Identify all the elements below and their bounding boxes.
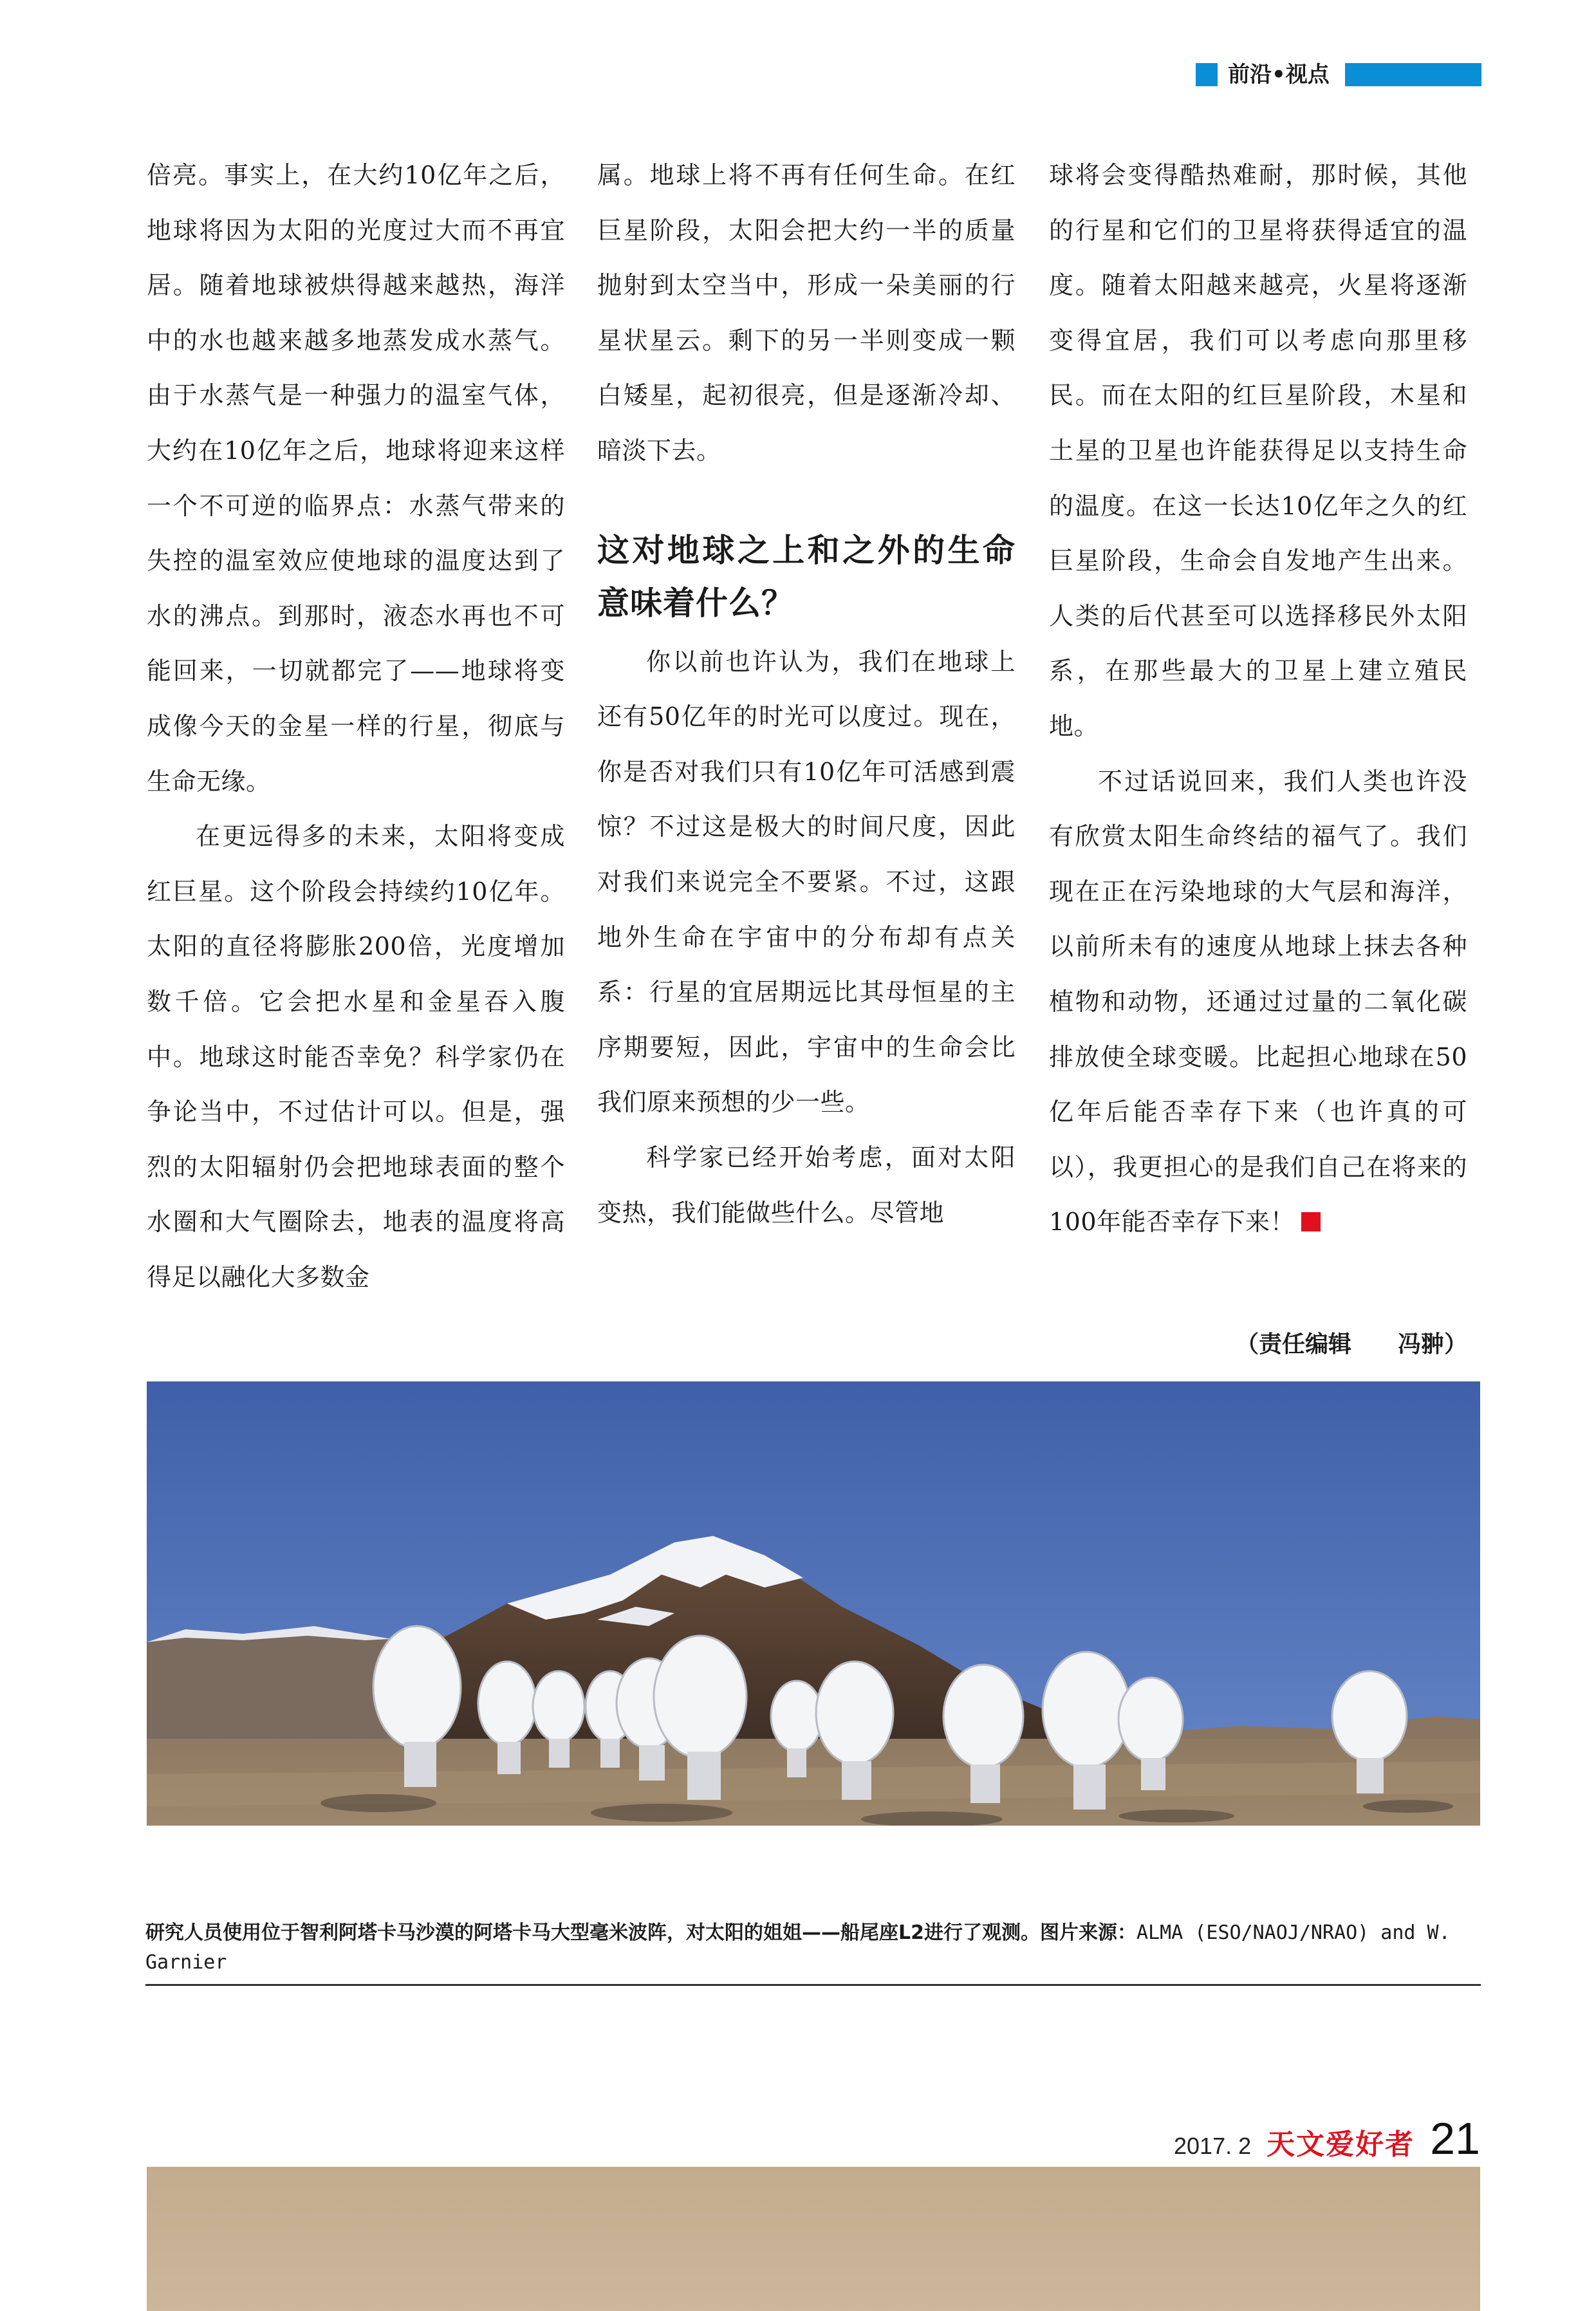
header-bar xyxy=(1345,63,1481,86)
magazine-name: 天文爱好者 xyxy=(1267,2128,1415,2161)
issue-date: 2017. 2 xyxy=(1174,2133,1252,2159)
paragraph xyxy=(1049,754,1467,1250)
paragraph: 你以前也许认为，我们在地球上还有50亿年的时光可以度过。现在，你是否对我们只有10亿年可活感到震惊？不过这是极大的时间尺度，因此对我们来说完全不要紧。不过，这跟地外生命在宇宙中的分布却有点关系：行星的宜居期远比其母恒星的主序期要短，因此，宇宙中的生命会比我们原来预想的少一些。 xyxy=(597,647,1016,1117)
page-number: 21 xyxy=(1430,2113,1480,2164)
text-column-2 xyxy=(597,148,1016,1240)
section-heading: 这对地球之上和之外的生命意味着什么？ xyxy=(597,531,1016,622)
end-mark-icon xyxy=(1301,1212,1321,1231)
section-marker xyxy=(1196,63,1218,86)
paragraph: 在更远得多的未来，太阳将变成红巨星。这个阶段会持续约10亿年。太阳的直径将膨胀200倍，光度增加数千倍。它会把水星和金星吞入腹中。地球这时能否幸免？科学家仍在争论当中，不过估计可以。但是，强烈的太阳辐射仍会把地球表面的整个水圈和大气圈除去，地表的温度将高得足以融化大多数金 xyxy=(147,822,565,1291)
photo-caption xyxy=(145,1918,1481,1978)
section-label: 前沿•视点 xyxy=(1228,62,1330,88)
paragraph: 倍亮。事实上，在大约10亿年之后，地球将因为太阳的光度过大而不再宜居。随着地球被烘得越来越热，海洋中的水也越来越多地蒸发成水蒸气。由于水蒸气是一种强力的温室气体，大约在10亿年之后，地球将迎来这样一个不可逆的临界点：水蒸气带来的失控的温室效应使地球的温度达到了水的沸点。到那时，液态水再也不可能回来，一切就都完了——地球将变成像今天的金星一样的行星，彻底与生命无缘。 xyxy=(147,161,565,796)
text-column-3 xyxy=(1049,148,1467,1250)
paragraph: 属。地球上将不再有任何生命。在红巨星阶段，太阳会把大约一半的质量抛射到太空当中，形成一朵美丽的行星状星云。剩下的另一半则变成一颗白矮星，起初很亮，但是逐渐冷却、暗淡下去。 xyxy=(597,161,1016,465)
paragraph: 科学家已经开始考虑，面对太阳变热，我们能做些什么。尽管地 xyxy=(597,1143,1016,1227)
text-column-1 xyxy=(147,148,565,1305)
editor-credit: （责任编辑 冯翀） xyxy=(1235,1331,1467,1358)
caption-credit: ALMA (ESO/NAOJ/NRAO) and W. Garnier xyxy=(145,1922,1451,1974)
caption-text: 研究人员使用位于智利阿塔卡马沙漠的阿塔卡马大型毫米波阵，对太阳的姐姐——船尾座L2进行了观测。图片来源： xyxy=(145,1922,1137,1944)
page-footer xyxy=(1174,2113,1480,2164)
paragraph-text: 不过话说回来，我们人类也许没有欣赏太阳生命终结的福气了。我们现在正在污染地球的大气层和海洋，以前所未有的速度从地球上抹去各种植物和动物，还通过过量的二氧化碳排放使全球变暖。比起担心地球在50亿年后能否幸存下来（也许真的可以），我更担心的是我们自己在将来的100年能否幸存下来！ xyxy=(1049,767,1467,1237)
paragraph: 球将会变得酷热难耐，那时候，其他的行星和它们的卫星将获得适宜的温度。随着太阳越来越亮，火星将逐渐变得宜居，我们可以考虑向那里移民。而在太阳的红巨星阶段，木星和土星的卫星也许能获得足以支持生命的温度。在这一长达10亿年之久的红巨星阶段，生命会自发地产生出来。人类的后代甚至可以选择移民外太阳系，在那些最大的卫星上建立殖民地。 xyxy=(1049,161,1467,740)
divider xyxy=(145,1984,1481,1986)
